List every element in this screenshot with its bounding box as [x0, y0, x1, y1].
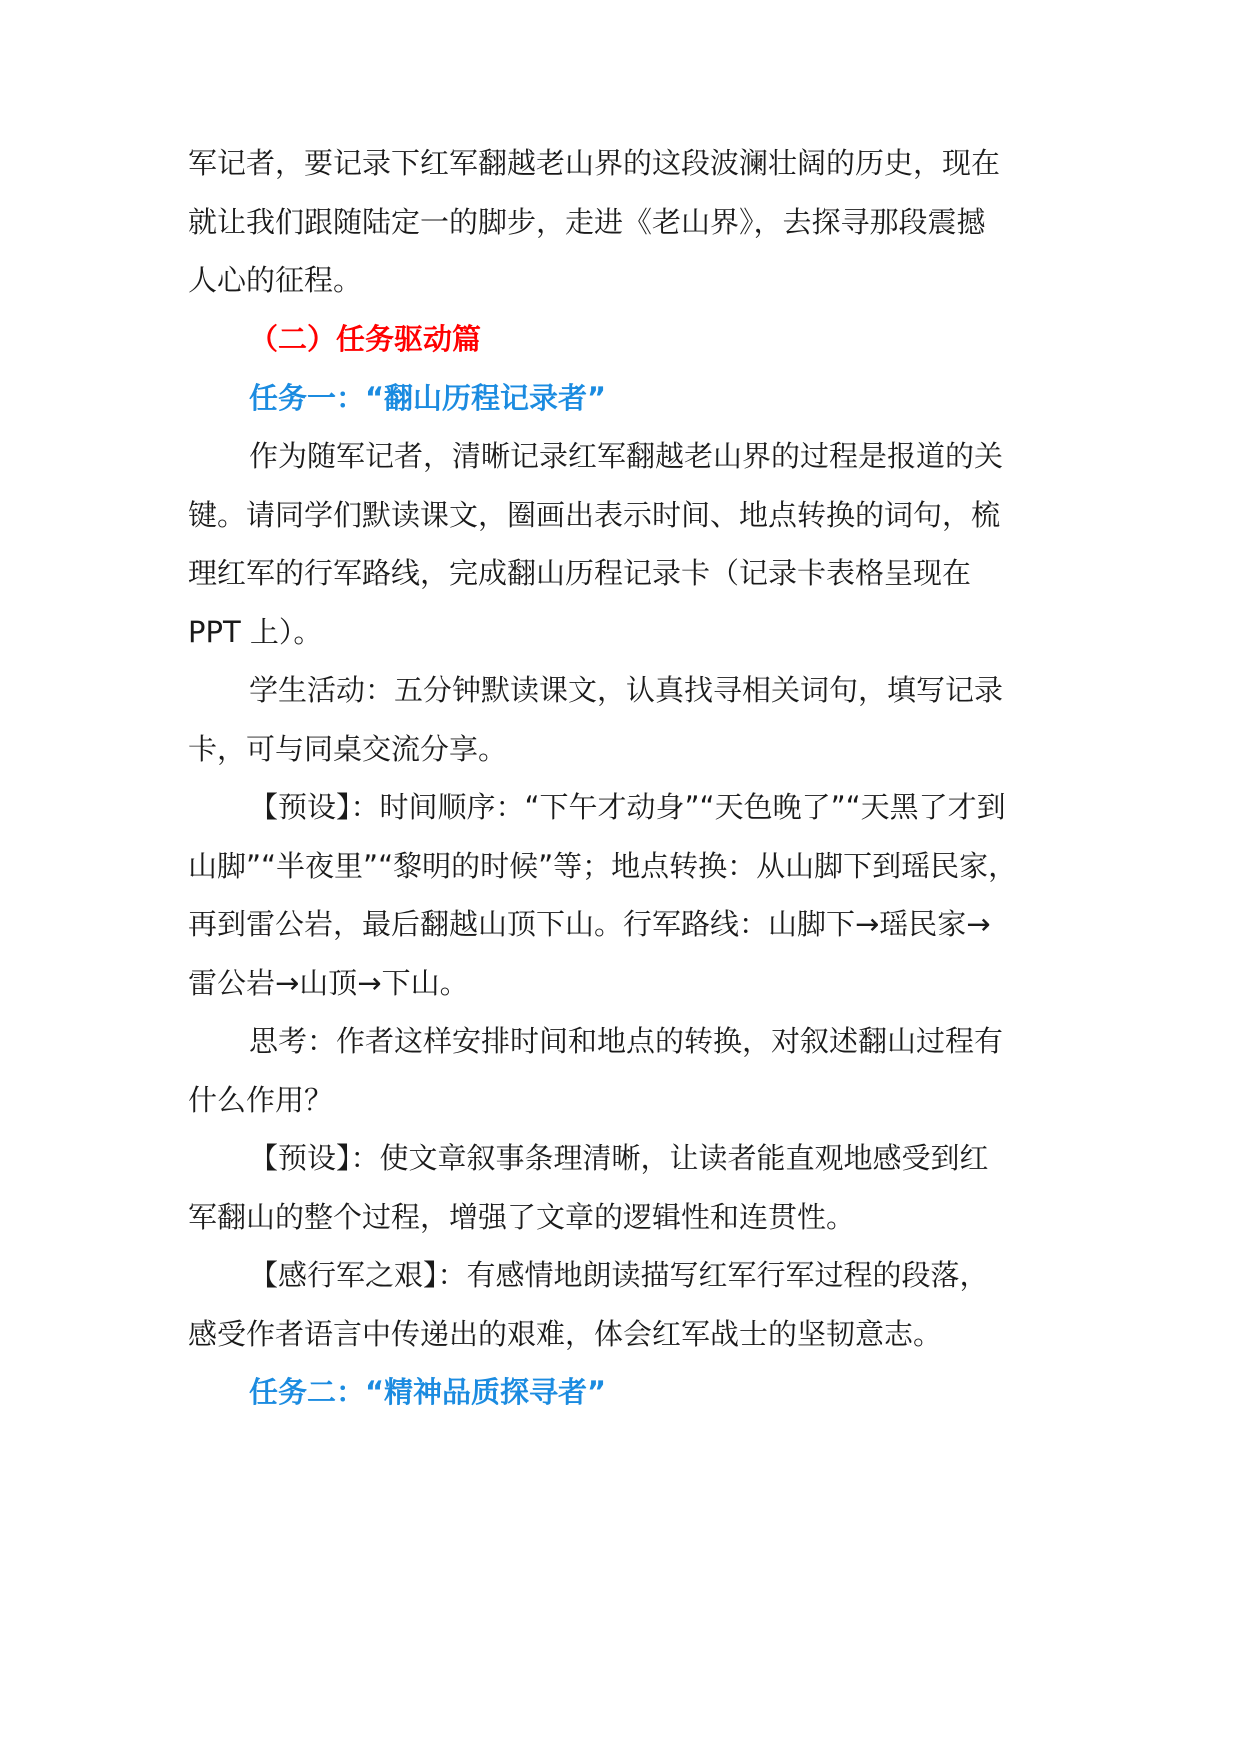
preset-one-line: 再到雷公岩，最后翻越山顶下山。行军路线：山脚下→瑶民家→ — [188, 907, 991, 941]
task-one-paragraph-line: 理红军的行军路线，完成翻山历程记录卡（记录卡表格呈现在 — [188, 556, 972, 590]
preset-one-line: 雷公岩→山顶→下山。 — [188, 966, 469, 1000]
task-one-paragraph-line: 作为随军记者，清晰记录红军翻越老山界的过程是报道的关 — [249, 439, 1004, 473]
preset-one-line: 山脚”“半夜里”“黎明的时候”等；地点转换：从山脚下到瑶民家， — [188, 849, 1018, 883]
feel-march-line: 感受作者语言中传递出的艰难，体会红军战士的坚韧意志。 — [188, 1317, 943, 1351]
preset-two-line: 军翻山的整个过程，增强了文章的逻辑性和连贯性。 — [188, 1200, 856, 1234]
student-activity-line: 卡，可与同桌交流分享。 — [188, 732, 508, 766]
preset-one-line: 【预设】：时间顺序：“下午才动身”“天色晚了”“天黑了才到 — [249, 790, 1006, 824]
task-one-heading: 任务一：“翻山历程记录者” — [249, 381, 607, 415]
task-two-heading: 任务二：“精神品质探寻者” — [249, 1375, 607, 1409]
intro-line-3: 人心的征程。 — [188, 263, 363, 297]
intro-line-2: 就让我们跟随陆定一的脚步，走进《老山界》，去探寻那段震撼 — [188, 205, 986, 239]
feel-march-line: 【感行军之艰】：有感情地朗读描写红军行军过程的段落， — [249, 1258, 989, 1292]
preset-two-line: 【预设】：使文章叙事条理清晰，让读者能直观地感受到红 — [249, 1141, 989, 1175]
student-activity-line: 学生活动：五分钟默读课文，认真找寻相关词句，填写记录 — [249, 673, 1004, 707]
think-question-line: 思考：作者这样安排时间和地点的转换，对叙述翻山过程有 — [249, 1024, 1004, 1058]
intro-line-1: 军记者，要记录下红军翻越老山界的这段波澜壮阔的历史，现在 — [188, 146, 1001, 180]
task-one-paragraph-line: 键。请同学们默读课文，圈画出表示时间、地点转换的词句，梳 — [188, 498, 1001, 532]
think-question-line: 什么作用？ — [188, 1083, 334, 1117]
section-heading: （二）任务驱动篇 — [249, 322, 482, 356]
task-one-paragraph-line: PPT 上）。 — [188, 615, 323, 649]
